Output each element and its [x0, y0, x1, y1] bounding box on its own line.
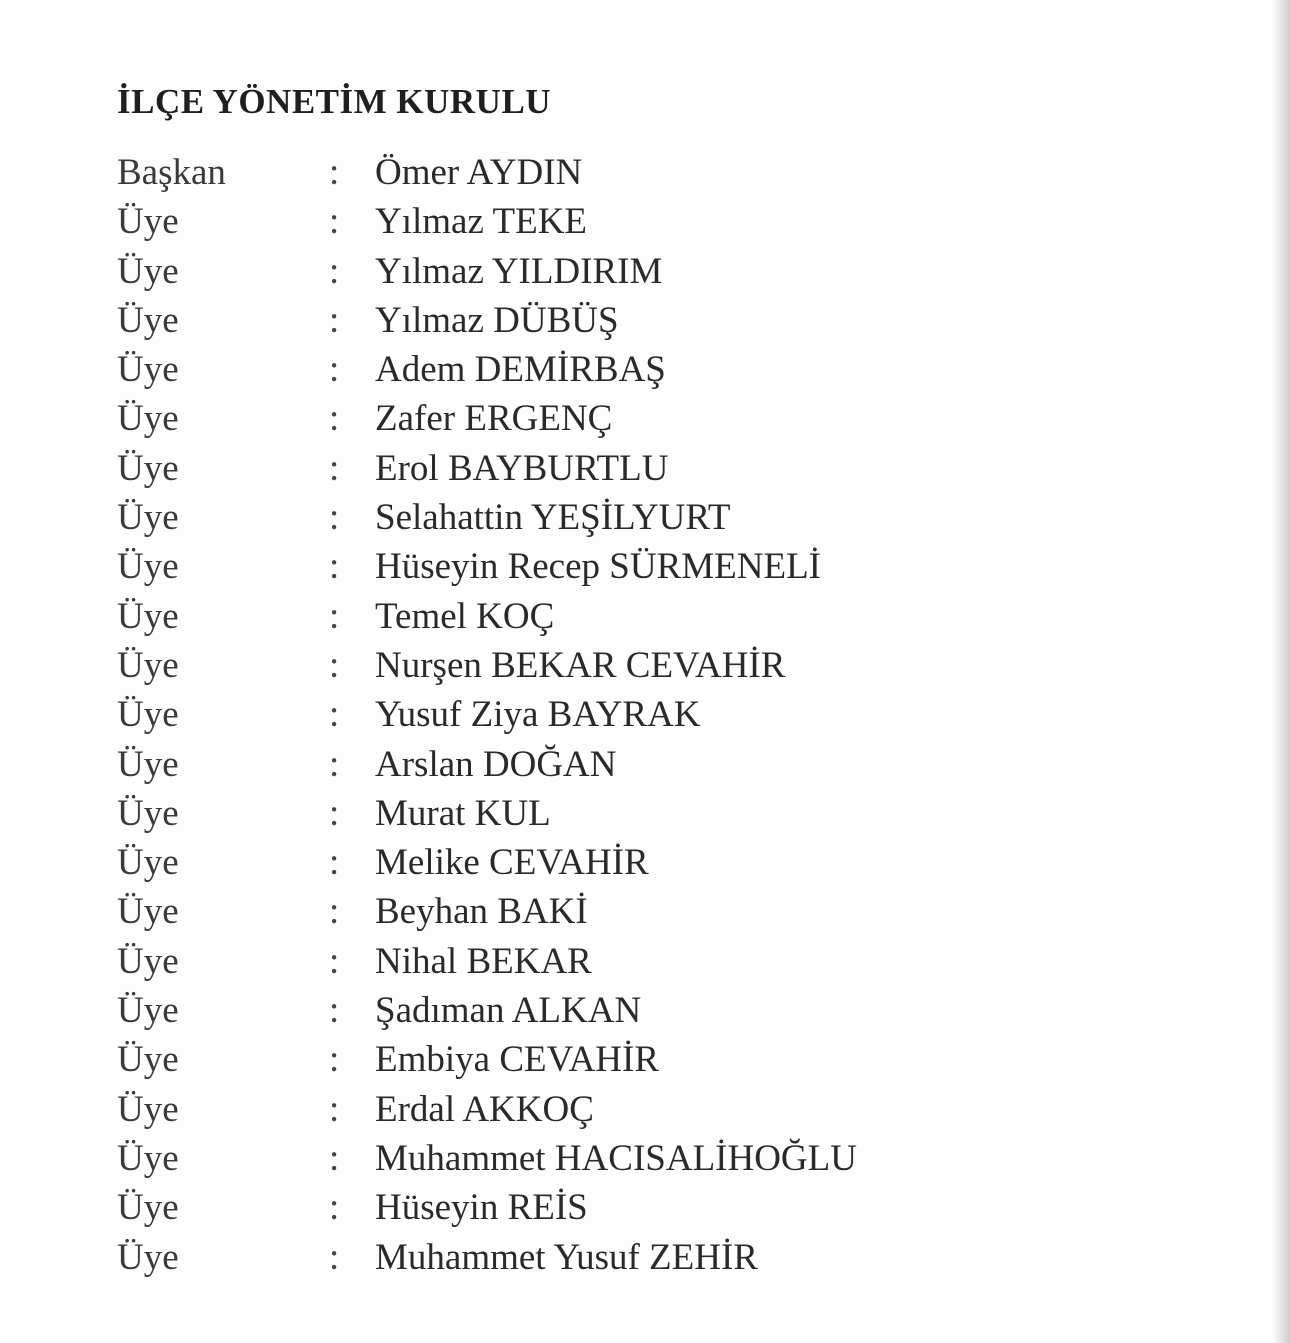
member-name: Hüseyin REİS — [375, 1187, 588, 1229]
separator: : — [329, 891, 340, 933]
member-list — [117, 148, 937, 1282]
member-name: Arslan DOĞAN — [375, 743, 617, 785]
member-role: Üye — [117, 743, 179, 785]
member-name: Nihal BEKAR — [375, 940, 592, 982]
member-role: Üye — [117, 299, 179, 341]
separator: : — [329, 152, 340, 193]
separator: : — [329, 497, 340, 539]
member-name: Melike CEVAHİR — [375, 842, 649, 884]
member-name: Erdal AKKOÇ — [375, 1088, 594, 1130]
separator: : — [329, 201, 340, 243]
list-item — [117, 690, 937, 739]
list-item — [117, 592, 937, 641]
member-name: Murat KUL — [375, 792, 551, 834]
list-item — [117, 197, 937, 246]
separator: : — [329, 595, 340, 637]
separator: : — [329, 398, 340, 440]
member-role: Üye — [117, 546, 179, 588]
separator: : — [329, 792, 340, 834]
member-name: Embiya CEVAHİR — [375, 1039, 660, 1081]
member-role: Üye — [117, 1187, 179, 1229]
member-role: Üye — [117, 990, 179, 1032]
separator: : — [329, 250, 340, 292]
list-item — [117, 493, 937, 542]
member-name: Adem DEMİRBAŞ — [375, 349, 666, 391]
list-item — [117, 838, 937, 887]
member-name: Muhammet Yusuf ZEHİR — [375, 1236, 758, 1278]
separator: : — [329, 644, 340, 686]
member-role: Üye — [117, 497, 179, 539]
list-item — [117, 789, 937, 838]
member-role: Üye — [117, 891, 179, 933]
member-name: Nurşen BEKAR CEVAHİR — [375, 644, 786, 686]
member-name: Hüseyin Recep SÜRMENELİ — [375, 546, 821, 588]
member-name: Yılmaz YILDIRIM — [375, 250, 663, 292]
separator: : — [329, 743, 340, 785]
member-name: Yılmaz DÜBÜŞ — [375, 299, 619, 341]
separator: : — [329, 842, 340, 884]
member-role: Üye — [117, 1088, 179, 1130]
member-name: Temel KOÇ — [375, 595, 555, 637]
member-role: Üye — [117, 1236, 179, 1278]
page-edge-shadow — [1272, 0, 1290, 1343]
member-role: Başkan — [117, 152, 226, 193]
list-item — [117, 1233, 937, 1282]
list-item — [117, 444, 937, 493]
list-item — [117, 148, 937, 197]
list-item — [117, 345, 937, 394]
separator: : — [329, 1039, 340, 1081]
member-name: Yusuf Ziya BAYRAK — [375, 694, 701, 736]
separator: : — [329, 447, 340, 489]
member-role: Üye — [117, 940, 179, 982]
member-role: Üye — [117, 201, 179, 243]
list-item — [117, 1035, 937, 1084]
member-name: Ömer AYDIN — [375, 152, 583, 193]
member-name: Şadıman ALKAN — [375, 990, 642, 1032]
member-role: Üye — [117, 595, 179, 637]
list-item — [117, 641, 937, 690]
member-name: Muhammet HACISALİHOĞLU — [375, 1137, 857, 1179]
member-role: Üye — [117, 447, 179, 489]
list-item — [117, 937, 937, 986]
separator: : — [329, 694, 340, 736]
separator: : — [329, 1236, 340, 1278]
list-item — [117, 296, 937, 345]
member-role: Üye — [117, 694, 179, 736]
member-role: Üye — [117, 349, 179, 391]
member-name: Yılmaz TEKE — [375, 201, 588, 243]
member-role: Üye — [117, 644, 179, 686]
member-role: Üye — [117, 842, 179, 884]
member-name: Selahattin YEŞİLYURT — [375, 497, 731, 539]
member-role: Üye — [117, 1137, 179, 1179]
list-item — [117, 1134, 937, 1183]
separator: : — [329, 1088, 340, 1130]
member-name: Erol BAYBURTLU — [375, 447, 669, 489]
member-name: Zafer ERGENÇ — [375, 398, 613, 440]
member-role: Üye — [117, 398, 179, 440]
member-role: Üye — [117, 1039, 179, 1081]
separator: : — [329, 1187, 340, 1229]
separator: : — [329, 990, 340, 1032]
member-name: Beyhan BAKİ — [375, 891, 588, 933]
list-item — [117, 887, 937, 936]
member-role: Üye — [117, 792, 179, 834]
member-role: Üye — [117, 250, 179, 292]
separator: : — [329, 546, 340, 588]
separator: : — [329, 940, 340, 982]
list-item — [117, 986, 937, 1035]
list-item — [117, 542, 937, 591]
list-item — [117, 740, 937, 789]
separator: : — [329, 1137, 340, 1179]
separator: : — [329, 299, 340, 341]
list-item — [117, 1183, 937, 1232]
list-item — [117, 1085, 937, 1134]
separator: : — [329, 349, 340, 391]
page-title: İLÇE YÖNETİM KURULU — [117, 82, 552, 121]
list-item — [117, 247, 937, 296]
list-item — [117, 394, 937, 443]
